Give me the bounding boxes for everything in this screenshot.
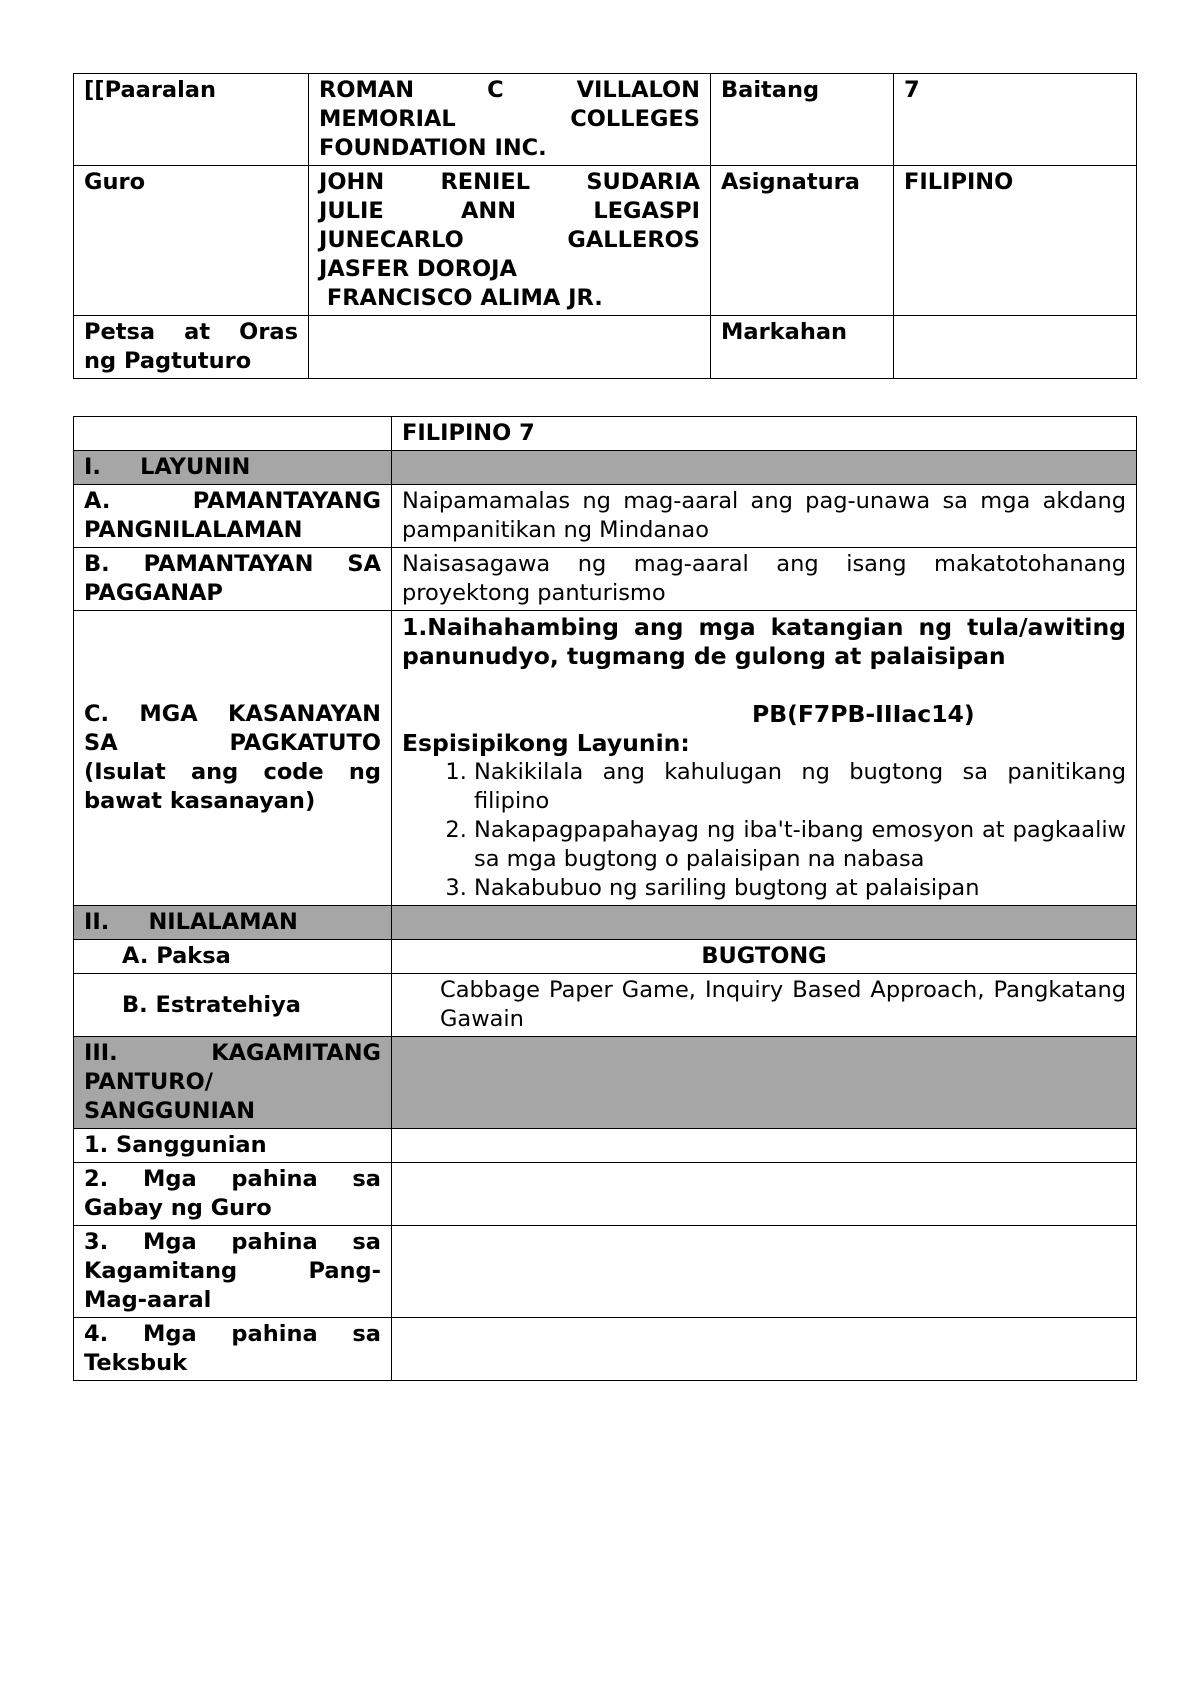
- kagamitang-row: [74, 1226, 1137, 1318]
- estratehiya-label: B. Estratehiya: [74, 974, 392, 1037]
- kasanayan-label: [74, 611, 392, 906]
- estratehiya-row: [74, 974, 1137, 1037]
- paaralan-line: FOUNDATION INC.: [319, 135, 547, 161]
- kagamitang-label: [74, 1226, 392, 1318]
- label-line: PANTURO/: [84, 1069, 213, 1095]
- teksbuk-label: [74, 1318, 392, 1381]
- pagganap-label: [74, 548, 392, 611]
- teksbuk-value[interactable]: [392, 1318, 1137, 1381]
- label-line: Teksbuk: [84, 1350, 188, 1376]
- petsa-label: [74, 316, 309, 379]
- label-line: B. PAMANTAYAN SA: [84, 551, 381, 577]
- label-line: Gabay ng Guro: [84, 1195, 272, 1221]
- kasanayan-main: 1.Naihahambing ang mga katangian ng tula/awiting panunudyo, tugmang de gulong at palaisipan: [402, 613, 1126, 670]
- asignatura-value: FILIPINO: [894, 166, 1137, 316]
- layunin-row: [74, 451, 1137, 485]
- espisipiko-list: [402, 758, 1126, 903]
- school-info-table: [73, 73, 1137, 379]
- layunin-heading: I. LAYUNIN: [74, 451, 392, 485]
- list-item: 2. Nakapagpapahayag ng iba't-ibang emosyon at pagkaaliw sa mga bugtong o palaisipan na nabasa: [474, 816, 1126, 874]
- label-line: PANGNILALAMAN: [84, 517, 303, 543]
- pagganap-row: [74, 548, 1137, 611]
- paaralan-line: MEMORIAL COLLEGES: [319, 106, 700, 132]
- guro-row: [74, 166, 1137, 316]
- kagamitan-heading: [74, 1037, 392, 1129]
- pagganap-value: Naisasagawa ng mag-aaral ang isang makatotohanang proyektong panturismo: [392, 548, 1137, 611]
- petsa-value[interactable]: [309, 316, 711, 379]
- paaralan-value: [309, 74, 711, 166]
- label-line: bawat kasanayan): [84, 788, 316, 814]
- kagamitan-row: [74, 1037, 1137, 1129]
- label-line: Kagamitang Pang-: [84, 1258, 381, 1284]
- guro-label: Guro: [74, 166, 309, 316]
- sanggunian-row: [74, 1129, 1137, 1163]
- sanggunian-value[interactable]: [392, 1129, 1137, 1163]
- pamantayang-value: Naipamamalas ng mag-aaral ang pag-unawa sa mga akdang pampanitikan ng Mindanao: [392, 485, 1137, 548]
- label-line: SA PAGKATUTO: [84, 730, 381, 756]
- teksbuk-row: [74, 1318, 1137, 1381]
- baitang-value: 7: [894, 74, 1137, 166]
- petsa-line: ng Pagtuturo: [84, 348, 252, 374]
- gray-cell: [392, 906, 1137, 940]
- kasanayan-row: [74, 611, 1137, 906]
- label-line: Mag-aaral: [84, 1287, 212, 1313]
- kasanayan-code: PB(F7PB-IIIac14): [752, 700, 975, 728]
- list-item: 3. Nakabubuo ng sariling bugtong at palaisipan: [474, 874, 1126, 903]
- label-line: SANGGUNIAN: [84, 1098, 256, 1124]
- empty-cell: [74, 417, 392, 451]
- label-line: C. MGA KASANAYAN: [84, 701, 381, 727]
- paaralan-line: ROMAN C VILLALON: [319, 77, 700, 103]
- gabay-label: [74, 1163, 392, 1226]
- label-line: A. PAMANTAYANG: [84, 488, 381, 514]
- petsa-line: Petsa at Oras: [84, 319, 298, 345]
- pamantayang-row: [74, 485, 1137, 548]
- guro-line: FRANCISCO ALIMA JR.: [319, 285, 603, 311]
- label-line: (Isulat ang code ng: [84, 759, 381, 785]
- sanggunian-label: 1. Sanggunian: [74, 1129, 392, 1163]
- paaralan-row: [74, 74, 1137, 166]
- asignatura-label: Asignatura: [711, 166, 894, 316]
- label-line: 4. Mga pahina sa: [84, 1321, 381, 1347]
- baitang-label: Baitang: [711, 74, 894, 166]
- guro-line: JUNECARLO GALLEROS: [319, 227, 700, 253]
- label-line: 3. Mga pahina sa: [84, 1229, 381, 1255]
- nilalaman-row: [74, 906, 1137, 940]
- gray-cell: [392, 1037, 1137, 1129]
- pamantayang-label: [74, 485, 392, 548]
- petsa-row: [74, 316, 1137, 379]
- paksa-value: BUGTONG: [392, 940, 1137, 974]
- espisipiko-label: Espisipikong Layunin:: [402, 729, 690, 757]
- label-line: III. KAGAMITANG: [84, 1040, 381, 1066]
- estratehiya-value: Cabbage Paper Game, Inquiry Based Approach, Pangkatang Gawain: [392, 974, 1137, 1037]
- paaralan-label: [[Paaralan: [74, 74, 309, 166]
- markahan-label: Markahan: [711, 316, 894, 379]
- guro-line: JASFER DOROJA: [319, 256, 517, 282]
- guro-line: JOHN RENIEL SUDARIA: [319, 169, 700, 195]
- markahan-value[interactable]: [894, 316, 1137, 379]
- label-line: 2. Mga pahina sa: [84, 1166, 381, 1192]
- gray-cell: [392, 451, 1137, 485]
- nilalaman-heading: II. NILALAMAN: [74, 906, 392, 940]
- subject-title: FILIPINO 7: [392, 417, 1137, 451]
- label-line: PAGGANAP: [84, 580, 223, 606]
- gabay-value[interactable]: [392, 1163, 1137, 1226]
- paksa-label: A. Paksa: [74, 940, 392, 974]
- gabay-row: [74, 1163, 1137, 1226]
- guro-value: [309, 166, 711, 316]
- paksa-row: [74, 940, 1137, 974]
- spacer: [402, 671, 1126, 700]
- lesson-plan-table: [73, 416, 1137, 1381]
- guro-line: JULIE ANN LEGASPI: [319, 198, 700, 224]
- kagamitang-value[interactable]: [392, 1226, 1137, 1318]
- kasanayan-value: [392, 611, 1137, 906]
- list-item: 1. Nakikilala ang kahulugan ng bugtong sa panitikang filipino: [474, 758, 1126, 816]
- subject-row: [74, 417, 1137, 451]
